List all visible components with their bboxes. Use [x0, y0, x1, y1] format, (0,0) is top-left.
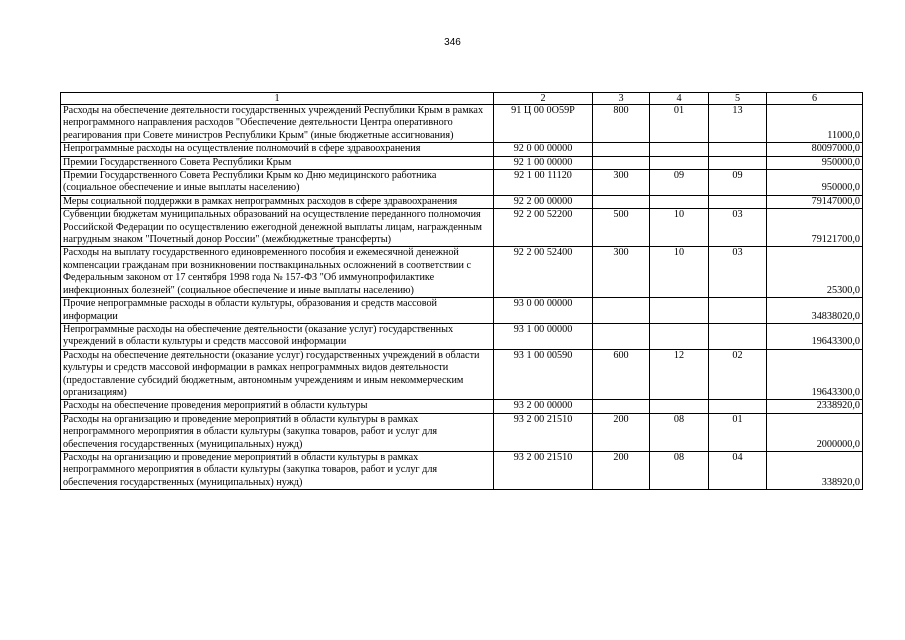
expense-type-code: 800: [593, 105, 650, 143]
section-code: 08: [650, 413, 709, 451]
row-description: Расходы на обеспечение деятельности (оказание услуг) государственных учреждений в области культуры и средств массовой информации в рамках непрограммных видов деятельности (предоставление субсидий бюджетным, автономным учреждениям и иным некоммерческим организациям): [61, 349, 494, 400]
subsection-code: [709, 156, 767, 169]
table-row: [61, 156, 863, 169]
row-description: Субвенции бюджетам муниципальных образований на осуществление переданного полномочия Российской Федерации по осуществлению ежегодной денежной выплаты лицам, награжденным нагрудным знаком "Почетный донор России" (межбюджетные трансферты): [61, 209, 494, 247]
expense-type-code: [593, 143, 650, 156]
amount: 2338920,0: [767, 400, 863, 413]
amount: 950000,0: [767, 170, 863, 196]
table-row: [61, 143, 863, 156]
section-code: 12: [650, 349, 709, 400]
amount: 19643300,0: [767, 323, 863, 349]
expense-type-code: [593, 400, 650, 413]
page-number: 346: [444, 37, 461, 48]
section-code: 10: [650, 247, 709, 298]
expense-type-code: 300: [593, 247, 650, 298]
row-description: Расходы на организацию и проведение мероприятий в области культуры в рамках непрограммного мероприятия в области культуры (закупка товаров, работ и услуг для обеспечения государственных (муниципальных) нужд): [61, 413, 494, 451]
column-header: 3: [593, 93, 650, 105]
row-description: Премии Государственного Совета Республики Крым ко Дню медицинского работника (социальное обеспечение и иные выплаты населению): [61, 170, 494, 196]
amount: 338920,0: [767, 451, 863, 489]
target-article-code: 93 2 00 21510: [494, 413, 593, 451]
subsection-code: [709, 195, 767, 208]
section-code: 08: [650, 451, 709, 489]
expense-type-code: [593, 323, 650, 349]
column-header: 6: [767, 93, 863, 105]
target-article-code: 93 2 00 00000: [494, 400, 593, 413]
row-description: Расходы на обеспечение проведения мероприятий в области культуры: [61, 400, 494, 413]
expense-type-code: 200: [593, 413, 650, 451]
section-code: [650, 143, 709, 156]
column-header: 1: [61, 93, 494, 105]
target-article-code: 93 2 00 21510: [494, 451, 593, 489]
amount: 19643300,0: [767, 349, 863, 400]
table-row: [61, 349, 863, 400]
amount: 11000,0: [767, 105, 863, 143]
section-code: 09: [650, 170, 709, 196]
table-row: [61, 400, 863, 413]
row-description: Премии Государственного Совета Республики Крым: [61, 156, 494, 169]
target-article-code: 92 2 00 52200: [494, 209, 593, 247]
table-header-row: [61, 93, 863, 105]
target-article-code: 92 1 00 00000: [494, 156, 593, 169]
column-header: 5: [709, 93, 767, 105]
amount: 34838020,0: [767, 298, 863, 324]
subsection-code: 04: [709, 451, 767, 489]
subsection-code: 09: [709, 170, 767, 196]
section-code: [650, 323, 709, 349]
subsection-code: 13: [709, 105, 767, 143]
target-article-code: 92 0 00 00000: [494, 143, 593, 156]
amount: 25300,0: [767, 247, 863, 298]
row-description: Непрограммные расходы на обеспечение деятельности (оказание услуг) государственных учреждений в области культуры и средств массовой информации: [61, 323, 494, 349]
subsection-code: 03: [709, 247, 767, 298]
column-header: 2: [494, 93, 593, 105]
amount: 950000,0: [767, 156, 863, 169]
budget-table: [60, 92, 863, 490]
expense-type-code: 200: [593, 451, 650, 489]
section-code: [650, 400, 709, 413]
target-article-code: 92 2 00 00000: [494, 195, 593, 208]
target-article-code: 92 2 00 52400: [494, 247, 593, 298]
target-article-code: 93 0 00 00000: [494, 298, 593, 324]
table-row: [61, 451, 863, 489]
subsection-code: [709, 298, 767, 324]
section-code: 01: [650, 105, 709, 143]
row-description: Прочие непрограммные расходы в области культуры, образования и средств массовой информации: [61, 298, 494, 324]
target-article-code: 93 1 00 00000: [494, 323, 593, 349]
column-header: 4: [650, 93, 709, 105]
target-article-code: 93 1 00 00590: [494, 349, 593, 400]
section-code: 10: [650, 209, 709, 247]
subsection-code: 02: [709, 349, 767, 400]
expense-type-code: [593, 156, 650, 169]
expense-type-code: [593, 298, 650, 324]
amount: 80097000,0: [767, 143, 863, 156]
table-row: [61, 323, 863, 349]
amount: 2000000,0: [767, 413, 863, 451]
expense-type-code: 300: [593, 170, 650, 196]
table-row: [61, 413, 863, 451]
table-row: [61, 209, 863, 247]
subsection-code: [709, 143, 767, 156]
target-article-code: 92 1 00 11120: [494, 170, 593, 196]
row-description: Меры социальной поддержки в рамках непрограммных расходов в сфере здравоохранения: [61, 195, 494, 208]
table-row: [61, 170, 863, 196]
section-code: [650, 298, 709, 324]
table-row: [61, 247, 863, 298]
table-row: [61, 195, 863, 208]
subsection-code: [709, 323, 767, 349]
table-row: [61, 105, 863, 143]
expense-type-code: [593, 195, 650, 208]
row-description: Расходы на организацию и проведение мероприятий в области культуры в рамках непрограммного мероприятия в области культуры (закупка товаров, работ и услуг для обеспечения государственных (муниципальных) нужд): [61, 451, 494, 489]
subsection-code: [709, 400, 767, 413]
table-row: [61, 298, 863, 324]
row-description: Расходы на обеспечение деятельности государственных учреждений Республики Крым в рамках непрограммного направления расходов "Обеспечение деятельности Центра оперативного реагирования при Совете министров Республики Крым" (иные бюджетные ассигнования): [61, 105, 494, 143]
row-description: Расходы на выплату государственного единовременного пособия и ежемесячной денежной компенсации гражданам при возникновении поствакцинальных осложнений в соответствии с Федеральным законом от 17 сентября 1998 года № 157-ФЗ "Об иммунопрофилактике инфекционных болезней" (социальное обеспечение и иные выплаты населению): [61, 247, 494, 298]
amount: 79121700,0: [767, 209, 863, 247]
expense-type-code: 500: [593, 209, 650, 247]
amount: 79147000,0: [767, 195, 863, 208]
expense-type-code: 600: [593, 349, 650, 400]
subsection-code: 03: [709, 209, 767, 247]
row-description: Непрограммные расходы на осуществление полномочий в сфере здравоохранения: [61, 143, 494, 156]
section-code: [650, 156, 709, 169]
subsection-code: 01: [709, 413, 767, 451]
section-code: [650, 195, 709, 208]
target-article-code: 91 Ц 00 0О59Р: [494, 105, 593, 143]
